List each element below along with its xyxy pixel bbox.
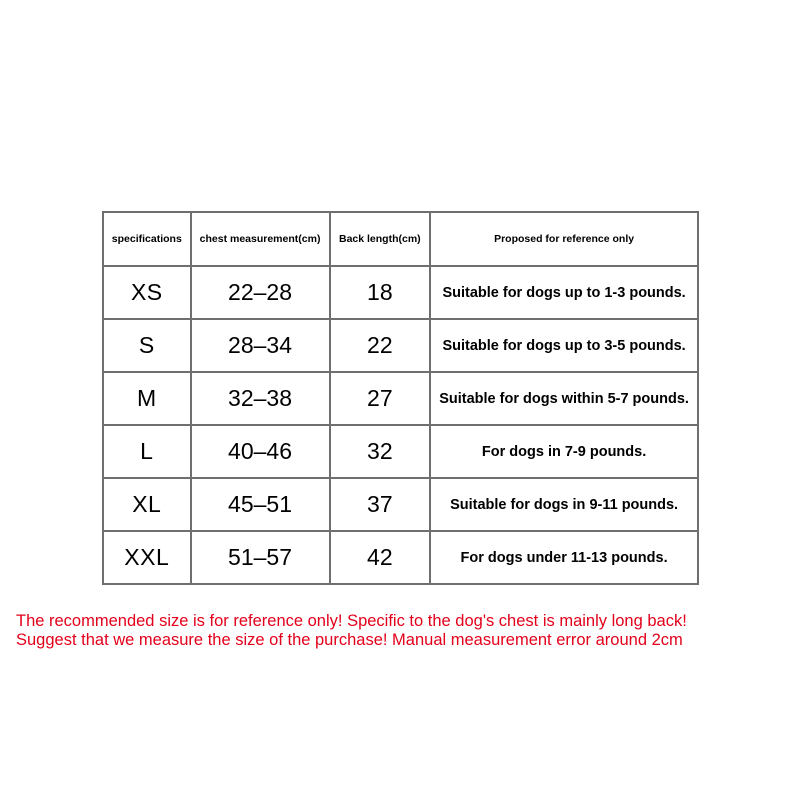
table-row <box>103 478 698 531</box>
chest-cell: 51–57 <box>191 531 330 584</box>
size-cell: XS <box>103 266 191 319</box>
chest-cell: 22–28 <box>191 266 330 319</box>
table-row <box>103 266 698 319</box>
back-length-cell: 32 <box>330 425 431 478</box>
back-length-cell: 42 <box>330 531 431 584</box>
reference-cell: Suitable for dogs within 5-7 pounds. <box>430 372 698 425</box>
header-reference: Proposed for reference only <box>430 212 698 266</box>
table-row <box>103 531 698 584</box>
notice-line: The recommended size is for reference only! Specific to the dog's chest is mainly long back! <box>16 612 687 630</box>
back-length-cell: 18 <box>330 266 431 319</box>
reference-cell: Suitable for dogs up to 1-3 pounds. <box>430 266 698 319</box>
size-cell: L <box>103 425 191 478</box>
chest-cell: 45–51 <box>191 478 330 531</box>
back-length-cell: 37 <box>330 478 431 531</box>
chest-cell: 32–38 <box>191 372 330 425</box>
size-cell: XXL <box>103 531 191 584</box>
reference-cell: For dogs in 7-9 pounds. <box>430 425 698 478</box>
reference-cell: Suitable for dogs in 9-11 pounds. <box>430 478 698 531</box>
size-cell: XL <box>103 478 191 531</box>
chest-cell: 28–34 <box>191 319 330 372</box>
chest-cell: 40–46 <box>191 425 330 478</box>
reference-cell: For dogs under 11-13 pounds. <box>430 531 698 584</box>
header-row <box>103 212 698 266</box>
table-row <box>103 319 698 372</box>
table-row <box>103 425 698 478</box>
back-length-cell: 22 <box>330 319 431 372</box>
reference-cell: Suitable for dogs up to 3-5 pounds. <box>430 319 698 372</box>
back-length-cell: 27 <box>330 372 431 425</box>
size-chart-table <box>102 211 699 585</box>
notice-line: Suggest that we measure the size of the purchase! Manual measurement error around 2cm <box>16 631 683 649</box>
header-back-length: Back length(cm) <box>330 212 431 266</box>
header-specifications: specifications <box>103 212 191 266</box>
size-cell: M <box>103 372 191 425</box>
size-cell: S <box>103 319 191 372</box>
header-chest-measurement: chest measurement(cm) <box>191 212 330 266</box>
sizing-notice <box>16 612 796 650</box>
table-row <box>103 372 698 425</box>
